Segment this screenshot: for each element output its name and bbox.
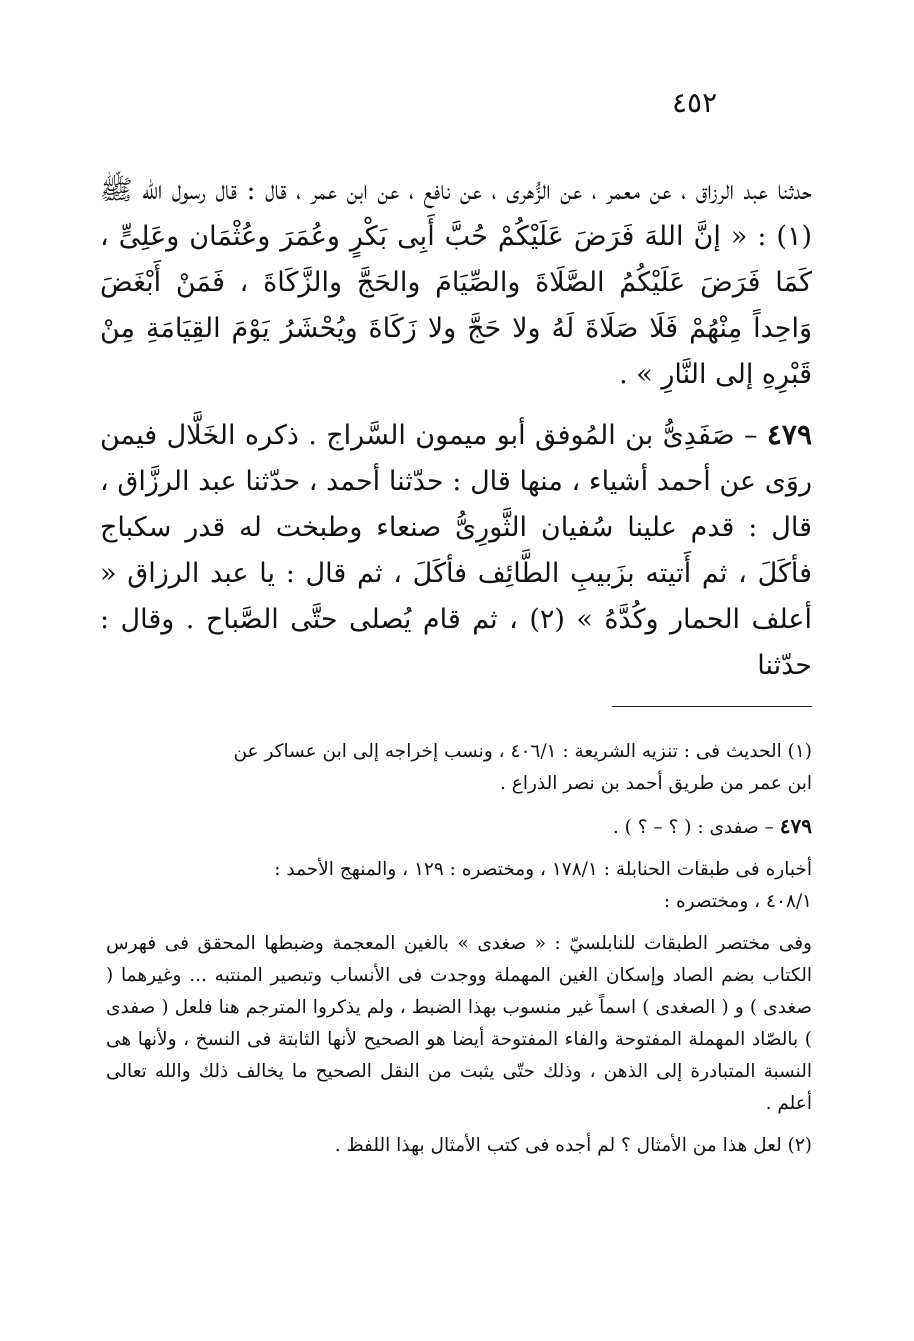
nabulsi-note: وفى مختصر الطبقات للنابلسيّ : « صغدى » بالغين المعجمة وضبطها المحقق فى فهرس الكتاب بضم الصاد وإسكان الغين المهملة ووجدت فى الأنساب وتبصير المنتبه ... وغيرهما ( صغدى ) و ( الصغدى ) اسماً غير منسوب بهذا الضبط ، ولم يذكروا المترجم هنا فلعل ( صفدى ) بالصّاد المهملة المفتوحة والفاء المفتوحة أيضا هو الصحيح لأنها الثابتة فى النسخ ، ولأنها هى النسبة المتبادرة إلى الذهن ، وذلك حتّى يثبت من النقل الصحيح ما يخالف ذلك والله تعالى أعلم . bbox=[106, 933, 812, 1114]
footnote-separator bbox=[612, 706, 812, 707]
entry-note-text: – صفدى : ( ؟ – ؟ ) . bbox=[612, 817, 774, 838]
sources-line-2: ٤٠٨/١ ، ومختصره : bbox=[663, 891, 812, 912]
entry-number: ٤٧٩ bbox=[766, 418, 812, 451]
main-text bbox=[100, 168, 812, 689]
footnote-1-line-1: (١) الحديث فى : تنزيه الشريعة : ٤٠٦/١ ، ونسب إخراجه إلى ابن عساكر عن bbox=[233, 741, 812, 762]
sources-line-1: أخباره فى طبقات الحنابلة : ١٧٨/١ ، ومختصره : ١٢٩ ، والمنهج الأحمد : bbox=[274, 859, 812, 880]
footnote-1-line-2: ابن عمر من طريق أحمد بن نصر الذراع . bbox=[500, 773, 812, 794]
entry-text: – صَفَدِىُّ بن المُوفق أبو ميمون السَّراج . ذكره الخَلَّال فيمن روَى عن أحمد أشياء ، منها قال : حدّثنا أحمد ، حدّثنا عبد الرزَّاق ، قال : قدم علينا سُفيان الثَّورِىُّ صنعاء وطبخت له قدر سكباج فأكَلَ ، ثم أَتيته بزَبيبِ الطَّائِف فأكَلَ ، ثم قال : يا عبد الرزاق « أعلف الحمار وكُدَّهُ » (٢) ، ثم قام يُصلى حتَّى الصَّباح . وقال : حدّثنا bbox=[100, 420, 813, 681]
footnotes bbox=[106, 736, 812, 1162]
hadith-paragraph: حدثنا عبد الرزاق ، عن معمر ، عن الزُّهرى ، عن نافع ، عن ابن عمر ، قال : قال رسول الله ﷺ (١) : « إنَّ اللهَ فَرَضَ عَلَيْكُمْ حُبَّ أَبِى بَكْرٍ وعُمَرَ وعُثْمَان وعَلِىٍّ ، كَمَا فَرَضَ عَلَيْكُمُ الصَّلَاةَ والصِّيَامَ والحَجَّ والزَّكَاةَ ، فَمَنْ أَبْغَضَ وَاحِداً مِنْهُمْ فَلَا صَلَاةَ لَهُ ولا حَجَّ ولا زَكَاةَ ويُحْشَرُ يَوْمَ القِيَامَةِ مِنْ قَبْرِهِ إلى النَّارِ » . bbox=[100, 175, 812, 390]
footnote-2: (٢) لعل هذا من الأمثال ؟ لم أجده فى كتب الأمثال بهذا اللفظ . bbox=[334, 1135, 812, 1156]
page-number: ٤٥٢ bbox=[672, 86, 718, 119]
entry-479-paragraph bbox=[100, 412, 812, 689]
entry-note bbox=[106, 810, 812, 844]
entry-note-number: ٤٧٩ bbox=[779, 814, 812, 838]
